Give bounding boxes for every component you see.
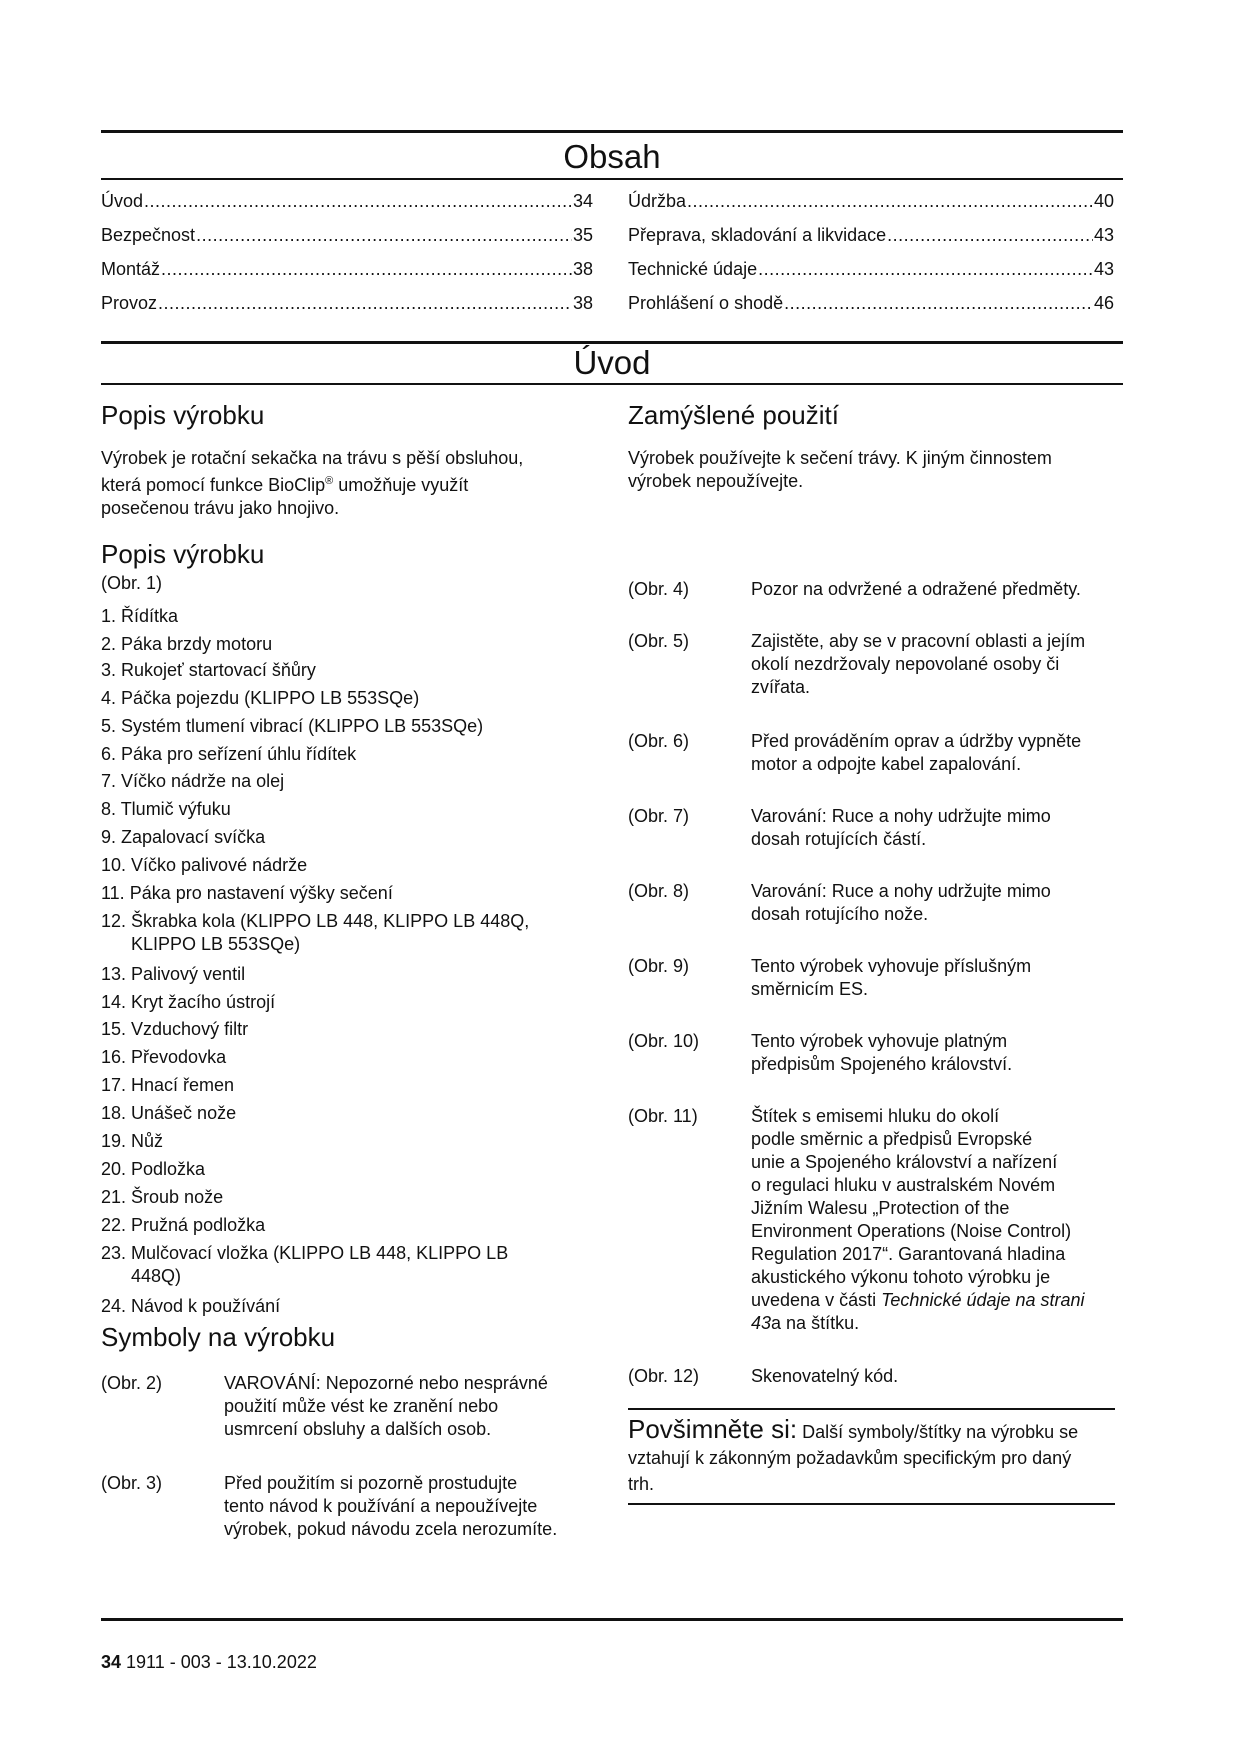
toc-entry[interactable] bbox=[628, 191, 1114, 215]
obr12-ref: (Obr. 12) bbox=[628, 1366, 700, 1386]
zamyslene-line2: výrobek nepoužívejte. bbox=[628, 471, 804, 491]
symbol-description-line: Před použitím si pozorně prostudujte bbox=[224, 1473, 518, 1493]
obr11-line: unie a Spojeného království a nařízení bbox=[751, 1152, 1058, 1172]
symbol-description bbox=[751, 630, 1131, 699]
parts-item-line: 14. Kryt žacího ústrojí bbox=[101, 992, 276, 1012]
toc-entry-label: Provoz bbox=[101, 293, 158, 313]
note-line3: trh. bbox=[628, 1474, 655, 1494]
symbol-description-line: zvířata. bbox=[751, 677, 811, 697]
parts-item-line: 5. Systém tlumení vibrací (KLIPPO LB 553SQe) bbox=[101, 716, 484, 736]
toc-entry-label: Údržba bbox=[628, 191, 687, 211]
toc-entry-page: 46 bbox=[1093, 293, 1114, 313]
toc-leader-dots bbox=[158, 293, 572, 314]
parts-list-item bbox=[101, 882, 393, 905]
obr11-line9-text: uvedena v části bbox=[751, 1290, 882, 1310]
parts-list-item bbox=[101, 1186, 223, 1209]
toc-entry-page: 34 bbox=[572, 191, 593, 211]
parts-heading: Popis výrobku bbox=[101, 539, 265, 569]
symbol-ref: (Obr. 10) bbox=[628, 1031, 700, 1051]
symbol-ref: (Obr. 3) bbox=[101, 1473, 163, 1493]
toc-leader-dots bbox=[687, 191, 1093, 212]
parts-item-line: 16. Převodovka bbox=[101, 1047, 227, 1067]
symbol-description bbox=[751, 880, 1131, 926]
parts-list-item bbox=[101, 770, 284, 793]
obr11-line: podle směrnic a předpisů Evropské bbox=[751, 1129, 1033, 1149]
symbol-description-line: směrnicím ES. bbox=[751, 979, 869, 999]
toc-entry[interactable] bbox=[101, 293, 593, 317]
parts-item-line: 13. Palivový ventil bbox=[101, 964, 246, 984]
toc-title: Obsah bbox=[563, 138, 661, 175]
parts-list-item bbox=[101, 1046, 226, 1069]
toc-entry[interactable] bbox=[101, 259, 593, 283]
toc-entry[interactable] bbox=[628, 259, 1114, 283]
obr11-line: Štítek s emisemi hluku do okolí bbox=[751, 1106, 1000, 1126]
symbol-description-line: dosah rotujících částí. bbox=[751, 829, 927, 849]
parts-item-line: 19. Nůž bbox=[101, 1131, 164, 1151]
symbol-ref: (Obr. 9) bbox=[628, 956, 690, 976]
parts-list-item bbox=[101, 1242, 508, 1288]
symbol-description-line: Varování: Ruce a nohy udržujte mimo bbox=[751, 806, 1051, 826]
parts-list-item bbox=[101, 687, 419, 710]
parts-item-line: 15. Vzduchový filtr bbox=[101, 1019, 249, 1039]
zamyslene-text bbox=[628, 447, 1128, 493]
note-label: Povšimněte si: bbox=[628, 1414, 798, 1444]
obr11-line: akustického výkonu tohoto výrobku je bbox=[751, 1267, 1051, 1287]
parts-item-line: 10. Víčko palivové nádrže bbox=[101, 855, 308, 875]
symbol-description-line: okolí nezdržovaly nepovolané osoby či bbox=[751, 654, 1060, 674]
symbol-description bbox=[751, 955, 1131, 1001]
toc-top-rule bbox=[101, 130, 1123, 133]
note-text bbox=[628, 1416, 1123, 1497]
symbol-description-line: Zajistěte, aby se v pracovní oblasti a jejím bbox=[751, 631, 1086, 651]
tech-data-link[interactable]: Technické údaje na strani bbox=[881, 1290, 1085, 1310]
symbol-description bbox=[224, 1372, 604, 1441]
parts-list-item bbox=[101, 798, 231, 821]
popis-heading: Popis výrobku bbox=[101, 400, 265, 430]
toc-entry-label: Úvod bbox=[101, 191, 144, 211]
toc-entry-page: 40 bbox=[1093, 191, 1114, 211]
symbol-description-line: Pozor na odvržené a odražené předměty. bbox=[751, 579, 1081, 599]
note-bottom-rule bbox=[628, 1503, 1115, 1505]
toc-entry-label: Technické údaje bbox=[628, 259, 758, 279]
toc-entry[interactable] bbox=[101, 191, 593, 215]
toc-entry-page: 35 bbox=[572, 225, 593, 245]
zamyslene-heading: Zamýšlené použití bbox=[628, 400, 839, 430]
intro-title: Úvod bbox=[573, 344, 651, 381]
obr12-text: Skenovatelný kód. bbox=[751, 1366, 899, 1386]
toc-entry-label: Bezpečnost bbox=[101, 225, 196, 245]
symbols-heading: Symboly na výrobku bbox=[101, 1322, 336, 1352]
symbol-ref: (Obr. 4) bbox=[628, 579, 690, 599]
zamyslene-line1: Výrobek používejte k sečení trávy. K jiným činnostem bbox=[628, 448, 1052, 468]
toc-entry[interactable] bbox=[101, 225, 593, 249]
footer-doc-id: 1911 - 003 - 13.10.2022 bbox=[121, 1652, 317, 1672]
symbol-description bbox=[751, 730, 1131, 776]
parts-item-line: 4. Páčka pojezdu (KLIPPO LB 553SQe) bbox=[101, 688, 420, 708]
symbol-description-line: VAROVÁNÍ: Nepozorné nebo nesprávné bbox=[224, 1373, 548, 1393]
parts-list-item bbox=[101, 1295, 280, 1318]
symbol-ref: (Obr. 2) bbox=[101, 1373, 163, 1393]
obr11-line: Jižním Walesu „Protection of the bbox=[751, 1198, 1010, 1218]
parts-item-line: 22. Pružná podložka bbox=[101, 1215, 266, 1235]
parts-item-line: 23. Mulčovací vložka (KLIPPO LB 448, KLIPPO LB bbox=[101, 1243, 509, 1263]
symbol-description bbox=[224, 1472, 604, 1541]
parts-item-line: 20. Podložka bbox=[101, 1159, 206, 1179]
parts-list-item bbox=[101, 963, 245, 986]
symbol-ref: (Obr. 7) bbox=[628, 806, 690, 826]
parts-list-item bbox=[101, 826, 265, 849]
parts-list-item bbox=[101, 991, 275, 1014]
symbol-description-line: Před prováděním oprav a údržby vypněte bbox=[751, 731, 1082, 751]
popis-line1: Výrobek je rotační sekačka na trávu s pěší obsluhou, bbox=[101, 448, 524, 468]
parts-list-item bbox=[101, 1074, 234, 1097]
parts-item-line: 6. Páka pro seřízení úhlu řídítek bbox=[101, 744, 357, 764]
parts-item-line: 448Q) bbox=[131, 1266, 182, 1286]
parts-list-item bbox=[101, 1214, 265, 1237]
obr11-line: Regulation 2017“. Garantovaná hladina bbox=[751, 1244, 1066, 1264]
symbol-description-line: Tento výrobek vyhovuje platným bbox=[751, 1031, 1008, 1051]
parts-item-line: 18. Unášeč nože bbox=[101, 1103, 237, 1123]
parts-item-line: 9. Zapalovací svíčka bbox=[101, 827, 266, 847]
toc-entry[interactable] bbox=[628, 225, 1114, 249]
obr11-line bbox=[751, 1312, 1131, 1335]
popis-line2a: která pomocí funkce BioClip bbox=[101, 475, 326, 495]
popis-line2b: umožňuje využít bbox=[333, 475, 469, 495]
toc-entry-page: 38 bbox=[572, 293, 593, 313]
toc-entry-page: 38 bbox=[572, 259, 593, 279]
note-line1: Další symboly/štítky na výrobku se bbox=[797, 1422, 1079, 1442]
tech-data-page-link[interactable]: 43 bbox=[751, 1313, 772, 1333]
toc-entry-page: 43 bbox=[1093, 259, 1114, 279]
footer-page-number: 34 bbox=[101, 1652, 122, 1672]
toc-entry-page: 43 bbox=[1093, 225, 1114, 245]
parts-item-line: 21. Šroub nože bbox=[101, 1187, 224, 1207]
symbol-description-line: dosah rotujícího nože. bbox=[751, 904, 929, 924]
parts-item-line: 24. Návod k používání bbox=[101, 1296, 281, 1316]
note-top-rule bbox=[628, 1408, 1115, 1410]
footer bbox=[101, 1652, 317, 1673]
toc-leader-dots bbox=[196, 225, 572, 246]
obr11-line10-text: a na štítku. bbox=[771, 1313, 860, 1333]
parts-item-line: 2. Páka brzdy motoru bbox=[101, 634, 273, 654]
obr11-ref: (Obr. 11) bbox=[628, 1106, 698, 1126]
symbol-description bbox=[751, 578, 1131, 601]
parts-list-item bbox=[101, 743, 356, 766]
parts-ref: (Obr. 1) bbox=[101, 573, 163, 593]
symbol-description-line: tento návod k používání a nepoužívejte bbox=[224, 1496, 538, 1516]
obr11-line bbox=[751, 1289, 1131, 1312]
parts-item-line: KLIPPO LB 553SQe) bbox=[131, 934, 301, 954]
symbol-description-line: Varování: Ruce a nohy udržujte mimo bbox=[751, 881, 1051, 901]
parts-list-item bbox=[101, 659, 316, 682]
parts-item-line: 17. Hnací řemen bbox=[101, 1075, 235, 1095]
registered-mark: ® bbox=[325, 475, 334, 487]
note-line2: vztahují k zákonným požadavkům specifickým pro daný bbox=[628, 1448, 1072, 1468]
parts-item-line: 12. Škrabka kola (KLIPPO LB 448, KLIPPO LB 448Q, bbox=[101, 911, 530, 931]
toc-leader-dots bbox=[144, 191, 572, 212]
toc-leader-dots bbox=[758, 259, 1093, 280]
parts-list-item bbox=[101, 910, 529, 956]
obr11-line: Environment Operations (Noise Control) bbox=[751, 1221, 1072, 1241]
symbol-description-line: výrobek, pokud návodu zcela nerozumíte. bbox=[224, 1519, 558, 1539]
parts-item-line: 7. Víčko nádrže na olej bbox=[101, 771, 285, 791]
popis-text bbox=[101, 447, 621, 520]
symbol-description-line: usmrcení obsluhy a dalších osob. bbox=[224, 1419, 492, 1439]
footer-rule bbox=[101, 1618, 1123, 1621]
obr11-line: o regulaci hluku v australském Novém bbox=[751, 1175, 1056, 1195]
parts-list-item bbox=[101, 605, 178, 628]
parts-item-line: 1. Řídítka bbox=[101, 606, 179, 626]
parts-list-item bbox=[101, 633, 272, 656]
parts-list-item bbox=[101, 1130, 163, 1153]
symbol-description bbox=[751, 805, 1131, 851]
parts-list-item bbox=[101, 1102, 236, 1125]
toc-entry-label: Montáž bbox=[101, 259, 161, 279]
intro-title-rule bbox=[101, 383, 1123, 385]
toc-title-rule bbox=[101, 178, 1123, 180]
parts-list-item bbox=[101, 1158, 205, 1181]
toc-entry[interactable] bbox=[628, 293, 1114, 317]
toc-leader-dots bbox=[784, 293, 1093, 314]
symbol-ref: (Obr. 8) bbox=[628, 881, 690, 901]
toc-entry-label: Prohlášení o shodě bbox=[628, 293, 784, 313]
popis-line3: posečenou trávu jako hnojivo. bbox=[101, 498, 340, 518]
symbol-description-line: Tento výrobek vyhovuje příslušným bbox=[751, 956, 1032, 976]
toc-entry-label: Přeprava, skladování a likvidace bbox=[628, 225, 887, 245]
toc-leader-dots bbox=[161, 259, 572, 280]
symbol-description-line: předpisům Spojeného království. bbox=[751, 1054, 1013, 1074]
parts-list-item bbox=[101, 715, 483, 738]
parts-item-line: 11. Páka pro nastavení výšky sečení bbox=[101, 883, 393, 903]
parts-list-item bbox=[101, 1018, 248, 1041]
parts-item-line: 3. Rukojeť startovací šňůry bbox=[101, 660, 316, 680]
parts-item-line: 8. Tlumič výfuku bbox=[101, 799, 231, 819]
symbol-description-line: použití může vést ke zranění nebo bbox=[224, 1396, 499, 1416]
symbol-ref: (Obr. 5) bbox=[628, 631, 690, 651]
obr11-text bbox=[751, 1105, 1131, 1335]
symbol-description-line: motor a odpojte kabel zapalování. bbox=[751, 754, 1022, 774]
symbol-ref: (Obr. 6) bbox=[628, 731, 690, 751]
toc-leader-dots bbox=[887, 225, 1093, 246]
parts-list-item bbox=[101, 854, 307, 877]
symbol-description bbox=[751, 1030, 1131, 1076]
